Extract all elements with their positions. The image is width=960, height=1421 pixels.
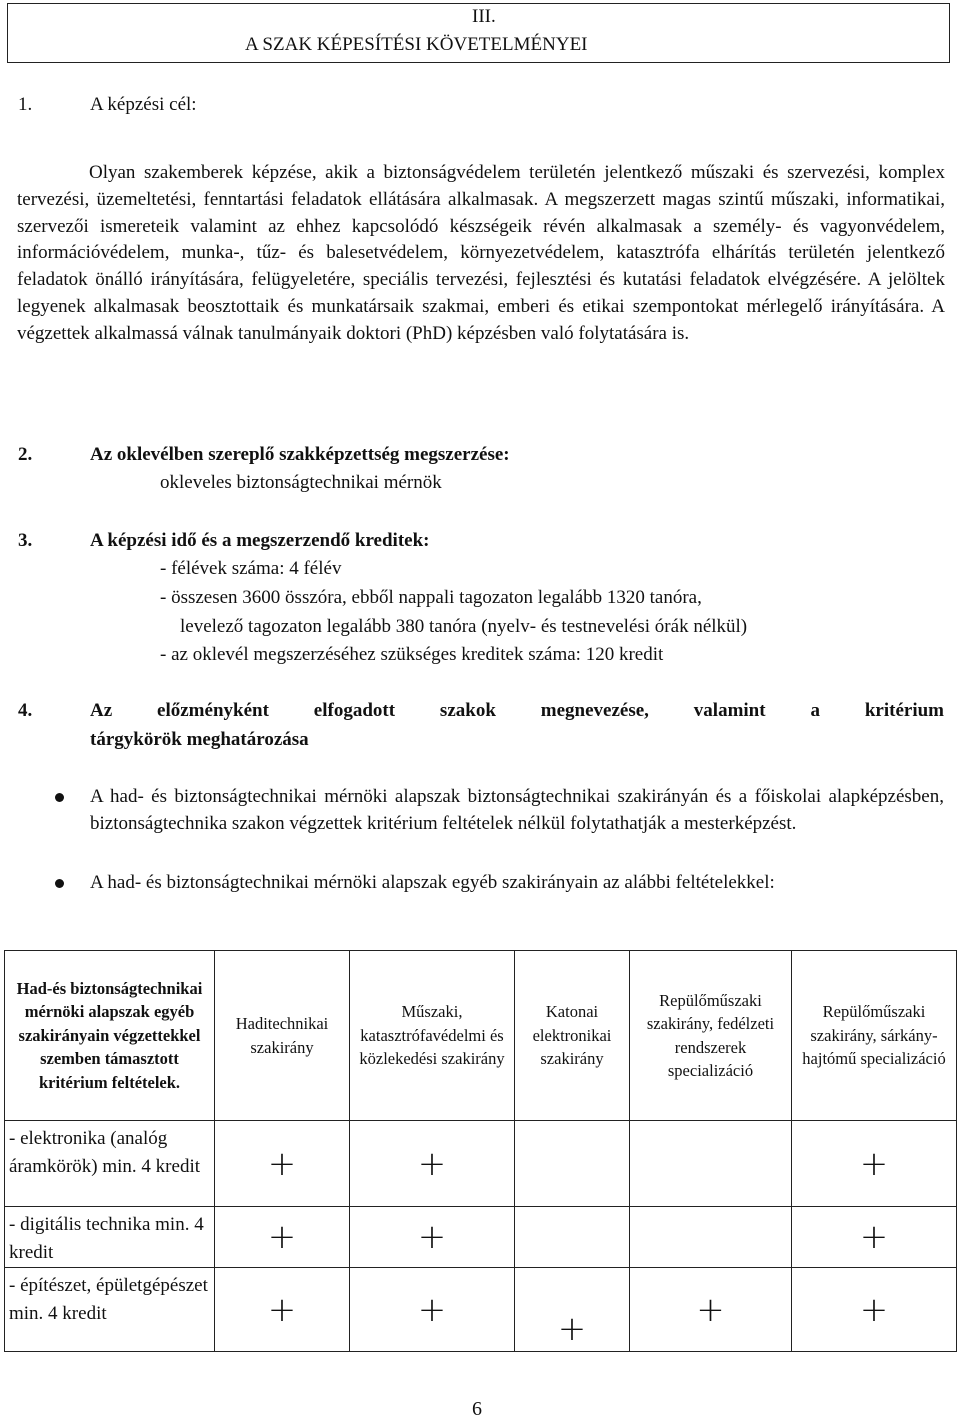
criteria-table [4, 950, 957, 1352]
s4-bullet-text: A had- és biztonságtechnikai mérnöki alapszak biztonságtechnikai szakirányán és a főiskolai alapképzésben, biztonságtechnika szakon végzettek kritérium feltételek nélkül folytathatják a mesterképzést. [90, 786, 944, 834]
table-header-cell: Had-és biztonságtechnikai mérnöki alapszak egyéb szakirányain végzettekkel szemben támasztott kritérium feltételek. [5, 951, 215, 1121]
page-number: 6 [472, 1398, 482, 1420]
table-cell [515, 1121, 630, 1207]
table-cell: + [515, 1268, 630, 1352]
s4-title-line1: Az előzményként elfogadott szakok megnevezése, valamint a kritérium [90, 700, 944, 721]
s1-title: A képzési cél: [90, 94, 197, 115]
table-cell: + [630, 1268, 792, 1352]
bullet-icon [55, 793, 64, 802]
table-cell: + [215, 1207, 350, 1268]
table-cell: + [215, 1121, 350, 1207]
table-row [5, 1121, 957, 1207]
s2-title: Az oklevélben szereplő szakképzettség megszerzése: [90, 444, 510, 465]
s3-title: A képzési idő és a megszerzendő kreditek: [90, 530, 430, 551]
s4-title-line2: tárgykörök meghatározása [90, 729, 309, 750]
table-cell [515, 1207, 630, 1268]
bullet-icon [55, 879, 64, 888]
section-roman-number: III. [472, 6, 496, 27]
table-row-label: - elektronika (analóg áramkörök) min. 4 kredit [5, 1121, 215, 1207]
s3-item: - félévek száma: 4 félév [160, 558, 342, 579]
s4-bullet-item [90, 870, 944, 897]
s4-bullet-item [90, 784, 944, 838]
table-cell: + [792, 1121, 957, 1207]
table-cell: + [792, 1268, 957, 1352]
table-header-cell: Műszaki, katasztrófavédelmi és közlekedési szakirány [350, 951, 515, 1121]
s1-paragraph-text: Olyan szakemberek képzése, akik a biztonságvédelem területén jelentkező műszaki és szervezési, komplex tervezési, üzemeltetési, fenntartási feladatok ellátására alkalmasak. A megszerzett magas szintű műszaki, informatikai, szervezői ismereteik valamint az ehhez kapcsolódó készségeik révén alkalmasak a személy- és vagyonvédelem, információvédelem, munka-, tűz- és balesetvédelem, környezetvédelem, katasztrófa elhárítás területén jelentkező feladatok önálló irányítására, felügyeletére, speciális tervezési, fejlesztési és kutatási feladatok elvégzésére. A jelöltek legyenek alkalmasak beosztottaik és munkatársaik szakmai, emberi és etikai szempontokat mérlegelő irányítására. A végzettek alkalmassá válnak tanulmányaik doktori (PhD) képzésben való folytatására is. [17, 162, 945, 344]
s2-number: 2. [18, 444, 33, 465]
table-header-cell: Repülőműszaki szakirány, sárkány-hajtómű specializáció [792, 951, 957, 1121]
table-row [5, 1207, 957, 1268]
s3-number: 3. [18, 530, 33, 551]
table-row [5, 1268, 957, 1352]
table-cell: + [350, 1207, 515, 1268]
s3-item: - az oklevél megszerzéséhez szükséges kreditek száma: 120 kredit [160, 644, 664, 665]
s1-paragraph [17, 160, 945, 348]
section-title: A SZAK KÉPESÍTÉSI KÖVETELMÉNYEI [245, 34, 588, 55]
table-cell: + [215, 1268, 350, 1352]
s1-number: 1. [18, 94, 33, 115]
table-cell [630, 1207, 792, 1268]
table-header-cell: Haditechnikai szakirány [215, 951, 350, 1121]
table-header-row [5, 951, 957, 1121]
table-cell: + [350, 1268, 515, 1352]
s2-value: okleveles biztonságtechnikai mérnök [160, 472, 442, 493]
table-cell: + [792, 1207, 957, 1268]
table-header-cell: Katonai elektronikai szakirány [515, 951, 630, 1121]
s4-number: 4. [18, 700, 33, 721]
table-cell: + [350, 1121, 515, 1207]
s3-item: - összesen 3600 összóra, ebből nappali tagozaton legalább 1320 tanóra, [160, 587, 702, 608]
s3-item: levelező tagozaton legalább 380 tanóra (nyelv- és testnevelési órák nélkül) [180, 616, 748, 637]
table-row-label: - építészet, épületgépészet min. 4 kredit [5, 1268, 215, 1352]
table-row-label: - digitális technika min. 4 kredit [5, 1207, 215, 1268]
table-header-cell: Repülőműszaki szakirány, fedélzeti rendszerek specializáció [630, 951, 792, 1121]
table-cell [630, 1121, 792, 1207]
s4-bullet-text: A had- és biztonságtechnikai mérnöki alapszak egyéb szakirányain az alábbi feltételekkel: [90, 872, 775, 893]
